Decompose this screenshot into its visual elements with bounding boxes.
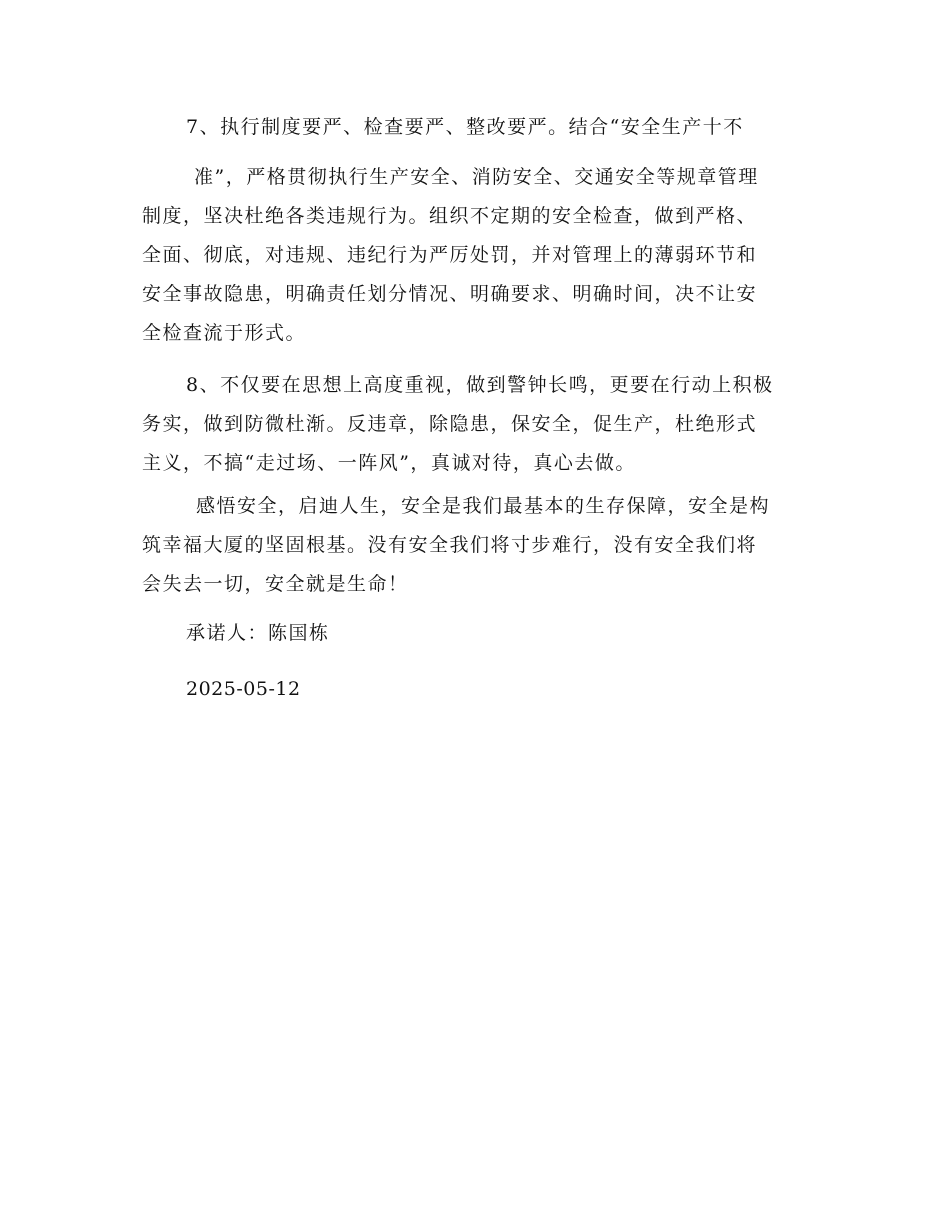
closing-paragraph bbox=[142, 487, 810, 604]
paragraph-7 bbox=[142, 108, 810, 353]
signer-line: 承诺人：陈国栋 bbox=[186, 622, 330, 644]
paragraph-line: 安全事故隐患，明确责任划分情况、明确要求、明确时间，决不让安 bbox=[142, 283, 758, 305]
paragraph-line: 准”，严格贯彻执行生产安全、消防安全、交通安全等规章管理 bbox=[194, 166, 759, 188]
paragraph-line: 主义，不搞“走过场、一阵风”，真诚对待，真心去做。 bbox=[142, 452, 636, 474]
paragraph-line: 全检查流于形式。 bbox=[142, 322, 307, 344]
signature-date: 2025-05-12 bbox=[186, 678, 301, 700]
paragraph-8 bbox=[142, 366, 810, 483]
paragraph-line: 制度，坚决杜绝各类违规行为。组织不定期的安全检查，做到严格、 bbox=[142, 205, 758, 227]
paragraph-line: 感悟安全，启迪人生，安全是我们最基本的生存保障，安全是构 bbox=[196, 495, 771, 517]
paragraph-line: 筑幸福大厦的坚固根基。没有安全我们将寸步难行，没有安全我们将 bbox=[142, 534, 758, 556]
paragraph-line: 会失去一切，安全就是生命！ bbox=[142, 573, 409, 595]
paragraph-line: 全面、彻底，对违规、违纪行为严厉处罚，并对管理上的薄弱环节和 bbox=[142, 244, 758, 266]
paragraph-line: 务实，做到防微杜渐。反违章，除隐患，保安全，促生产，杜绝形式 bbox=[142, 413, 758, 435]
paragraph-line: 8、不仅要在思想上高度重视，做到警钟长鸣，更要在行动上积极 bbox=[186, 374, 774, 396]
paragraph-line: 7、执行制度要严、检查要严、整改要严。结合“安全生产十不 bbox=[186, 116, 744, 138]
